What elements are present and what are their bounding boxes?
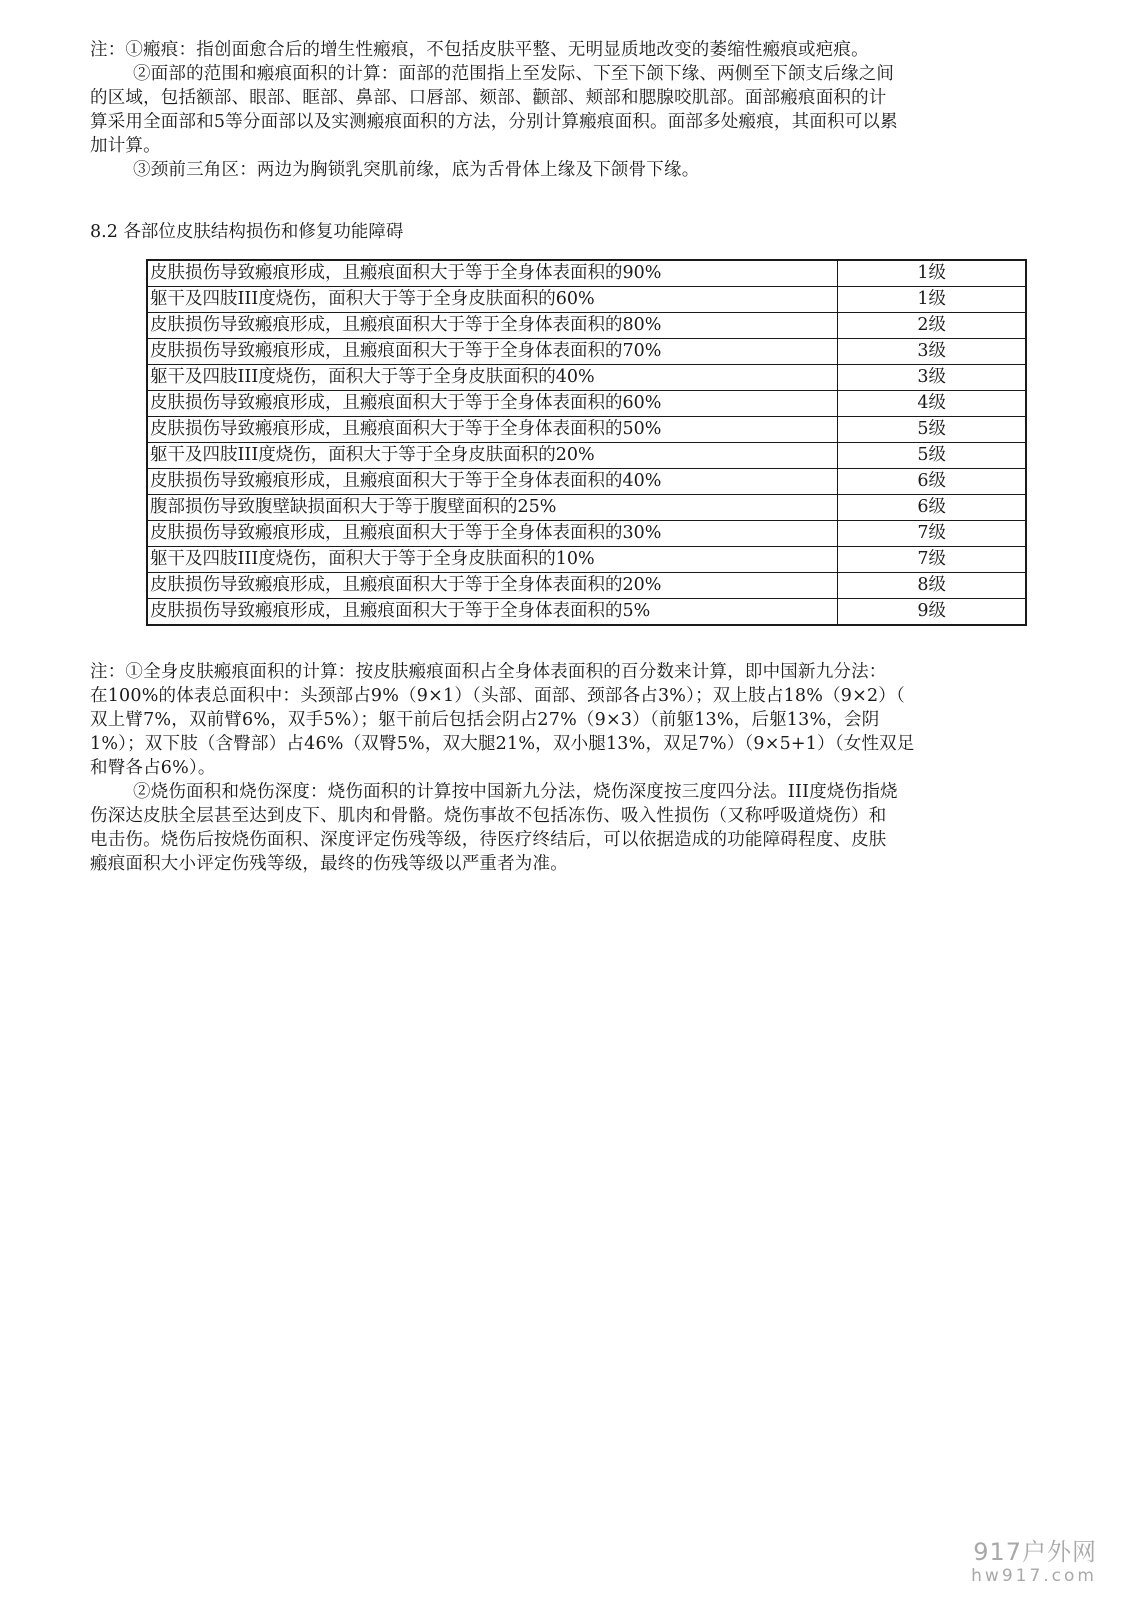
- note2-line: 电击伤。烧伤后按烧伤面积、深度评定伤残等级，待医疗终结后，可以依据造成的功能障碍程度、皮肤: [90, 830, 887, 850]
- table-cell-description: 皮肤损伤导致瘢痕形成，且瘢痕面积大于等于全身体表面积的20%: [147, 573, 838, 599]
- table-row: [147, 339, 1026, 365]
- table-row: [147, 495, 1026, 521]
- table-row: [147, 260, 1026, 287]
- table-cell-grade: 4级: [838, 391, 1026, 417]
- table-cell-description: 皮肤损伤导致瘢痕形成，且瘢痕面积大于等于全身体表面积的30%: [147, 521, 838, 547]
- table-cell-description: 躯干及四肢III度烧伤，面积大于等于全身皮肤面积的60%: [147, 287, 838, 313]
- note2-line: 和臀各占6%）。: [90, 758, 216, 778]
- table-cell-description: 腹部损伤导致腹壁缺损面积大于等于腹壁面积的25%: [147, 495, 838, 521]
- table-cell-grade: 7级: [838, 521, 1026, 547]
- note2-line: 1%）；双下肢（含臀部）占46%（双臀5%，双大腿21%，双小腿13%，双足7%）（9×5+1）（女性双足: [90, 734, 915, 754]
- table-cell-grade: 5级: [838, 417, 1026, 443]
- table-row: [147, 391, 1026, 417]
- table-cell-grade: 1级: [838, 287, 1026, 313]
- table-row: [147, 417, 1026, 443]
- disability-grade-table: [146, 259, 1027, 626]
- table-cell-description: 皮肤损伤导致瘢痕形成，且瘢痕面积大于等于全身体表面积的40%: [147, 469, 838, 495]
- table-cell-grade: 6级: [838, 495, 1026, 521]
- note1-line: 的区域，包括额部、眼部、眶部、鼻部、口唇部、颏部、颧部、颊部和腮腺咬肌部。面部瘢痕面积的计: [90, 88, 887, 108]
- table-row: [147, 573, 1026, 599]
- table-cell-description: 皮肤损伤导致瘢痕形成，且瘢痕面积大于等于全身体表面积的70%: [147, 339, 838, 365]
- table-cell-grade: 1级: [838, 260, 1026, 287]
- table-cell-description: 躯干及四肢III度烧伤，面积大于等于全身皮肤面积的10%: [147, 547, 838, 573]
- table-row: [147, 469, 1026, 495]
- table-row: [147, 313, 1026, 339]
- watermark-domain: hw917.com: [971, 1566, 1097, 1586]
- section-heading: 8.2 各部位皮肤结构损伤和修复功能障碍: [90, 222, 404, 242]
- table-row: [147, 547, 1026, 573]
- table-cell-description: 皮肤损伤导致瘢痕形成，且瘢痕面积大于等于全身体表面积的60%: [147, 391, 838, 417]
- table-cell-grade: 6级: [838, 469, 1026, 495]
- table-cell-grade: 2级: [838, 313, 1026, 339]
- table-cell-grade: 3级: [838, 339, 1026, 365]
- table-cell-description: 皮肤损伤导致瘢痕形成，且瘢痕面积大于等于全身体表面积的50%: [147, 417, 838, 443]
- note2-line: 注：①全身皮肤瘢痕面积的计算：按皮肤瘢痕面积占全身体表面积的百分数来计算，即中国新九分法：: [90, 662, 887, 682]
- table-row: [147, 599, 1026, 626]
- table-cell-description: 皮肤损伤导致瘢痕形成，且瘢痕面积大于等于全身体表面积的90%: [147, 260, 838, 287]
- table-cell-grade: 7级: [838, 547, 1026, 573]
- note2-line: 瘢痕面积大小评定伤残等级，最终的伤残等级以严重者为准。: [90, 854, 568, 874]
- table-row: [147, 287, 1026, 313]
- table-row: [147, 365, 1026, 391]
- note1-line: 加计算。: [90, 136, 161, 156]
- watermark-site-name: 917户外网: [973, 1538, 1097, 1566]
- note2-line: 双上臂7%，双前臂6%，双手5%）；躯干前后包括会阴占27%（9×3）（前躯13%，后躯13%，会阴: [90, 710, 880, 730]
- note1-line: 算采用全面部和5等分面部以及实测瘢痕面积的方法，分别计算瘢痕面积。面部多处瘢痕，其面积可以累: [90, 112, 898, 132]
- table-row: [147, 443, 1026, 469]
- table-cell-description: 皮肤损伤导致瘢痕形成，且瘢痕面积大于等于全身体表面积的5%: [147, 599, 838, 626]
- note1-line: ③颈前三角区：两边为胸锁乳突肌前缘，底为舌骨体上缘及下颌骨下缘。: [133, 160, 700, 180]
- table-cell-grade: 3级: [838, 365, 1026, 391]
- table-cell-description: 皮肤损伤导致瘢痕形成，且瘢痕面积大于等于全身体表面积的80%: [147, 313, 838, 339]
- table-cell-grade: 9级: [838, 599, 1026, 626]
- note2-line: 伤深达皮肤全层甚至达到皮下、肌肉和骨骼。烧伤事故不包括冻伤、吸入性损伤（又称呼吸道烧伤）和: [90, 806, 887, 826]
- table-cell-description: 躯干及四肢III度烧伤，面积大于等于全身皮肤面积的20%: [147, 443, 838, 469]
- table-cell-grade: 8级: [838, 573, 1026, 599]
- note2-line: 在100%的体表总面积中：头颈部占9%（9×1）（头部、面部、颈部各占3%）；双上肢占18%（9×2）（: [90, 686, 905, 706]
- table-row: [147, 521, 1026, 547]
- table-cell-grade: 5级: [838, 443, 1026, 469]
- site-watermark: [971, 1538, 1097, 1586]
- table-cell-description: 躯干及四肢III度烧伤，面积大于等于全身皮肤面积的40%: [147, 365, 838, 391]
- note2-line: ②烧伤面积和烧伤深度：烧伤面积的计算按中国新九分法，烧伤深度按三度四分法。III度烧伤指烧: [133, 782, 898, 802]
- note1-line: 注：①瘢痕：指创面愈合后的增生性瘢痕，不包括皮肤平整、无明显质地改变的萎缩性瘢痕或疤痕。: [90, 40, 869, 60]
- note1-line: ②面部的范围和瘢痕面积的计算：面部的范围指上至发际、下至下颌下缘、两侧至下颌支后缘之间: [133, 64, 895, 84]
